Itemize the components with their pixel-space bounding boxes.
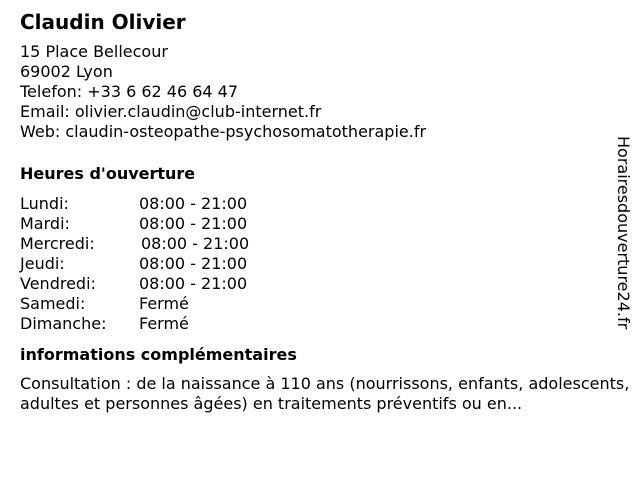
opening-hours-table: [20, 194, 620, 334]
hours-row-monday: [20, 194, 620, 214]
hours-row-tuesday: [20, 214, 620, 234]
city-postcode: 69002 Lyon: [20, 62, 113, 81]
hours-row-saturday: [20, 294, 620, 314]
web-line[interactable]: Web: claudin-osteopathe-psychosomatotherapie.fr: [20, 122, 427, 141]
hours-day: Mercredi:: [20, 234, 95, 253]
hours-day: Samedi:: [20, 294, 86, 313]
hours-row-wednesday: [20, 234, 620, 254]
business-name: Claudin Olivier: [20, 10, 186, 34]
hours-day: Jeudi:: [20, 254, 65, 273]
hours-day: Mardi:: [20, 214, 70, 233]
additional-info-text: Consultation : de la naissance à 110 ans (nourrissons, enfants, adolescents, adultes et personnes âgées) en traitements préventifs ou en...: [20, 374, 630, 413]
address-block: [20, 42, 620, 142]
phone-line[interactable]: Telefon: +33 6 62 46 64 47: [20, 82, 239, 101]
hours-row-sunday: [20, 314, 620, 334]
street-address: 15 Place Bellecour: [20, 42, 168, 61]
hours-row-friday: [20, 274, 620, 294]
hours-time: 08:00 - 21:00: [139, 274, 248, 293]
hours-row-thursday: [20, 254, 620, 274]
opening-hours-title: Heures d'ouverture: [20, 164, 196, 183]
site-watermark: Horairesdouverture24.fr: [614, 136, 633, 330]
hours-day: Dimanche:: [20, 314, 107, 333]
hours-day: Vendredi:: [20, 274, 96, 293]
hours-time: Fermé: [139, 294, 189, 313]
hours-day: Lundi:: [20, 194, 69, 213]
additional-info-title: informations complémentaires: [20, 345, 297, 364]
email-line[interactable]: Email: olivier.claudin@club-internet.fr: [20, 102, 322, 121]
hours-time: 08:00 - 21:00: [139, 214, 248, 233]
hours-time: 08:00 - 21:00: [139, 194, 248, 213]
hours-time: 08:00 - 21:00: [141, 234, 250, 253]
hours-time: Fermé: [139, 314, 189, 333]
hours-time: 08:00 - 21:00: [139, 254, 248, 273]
